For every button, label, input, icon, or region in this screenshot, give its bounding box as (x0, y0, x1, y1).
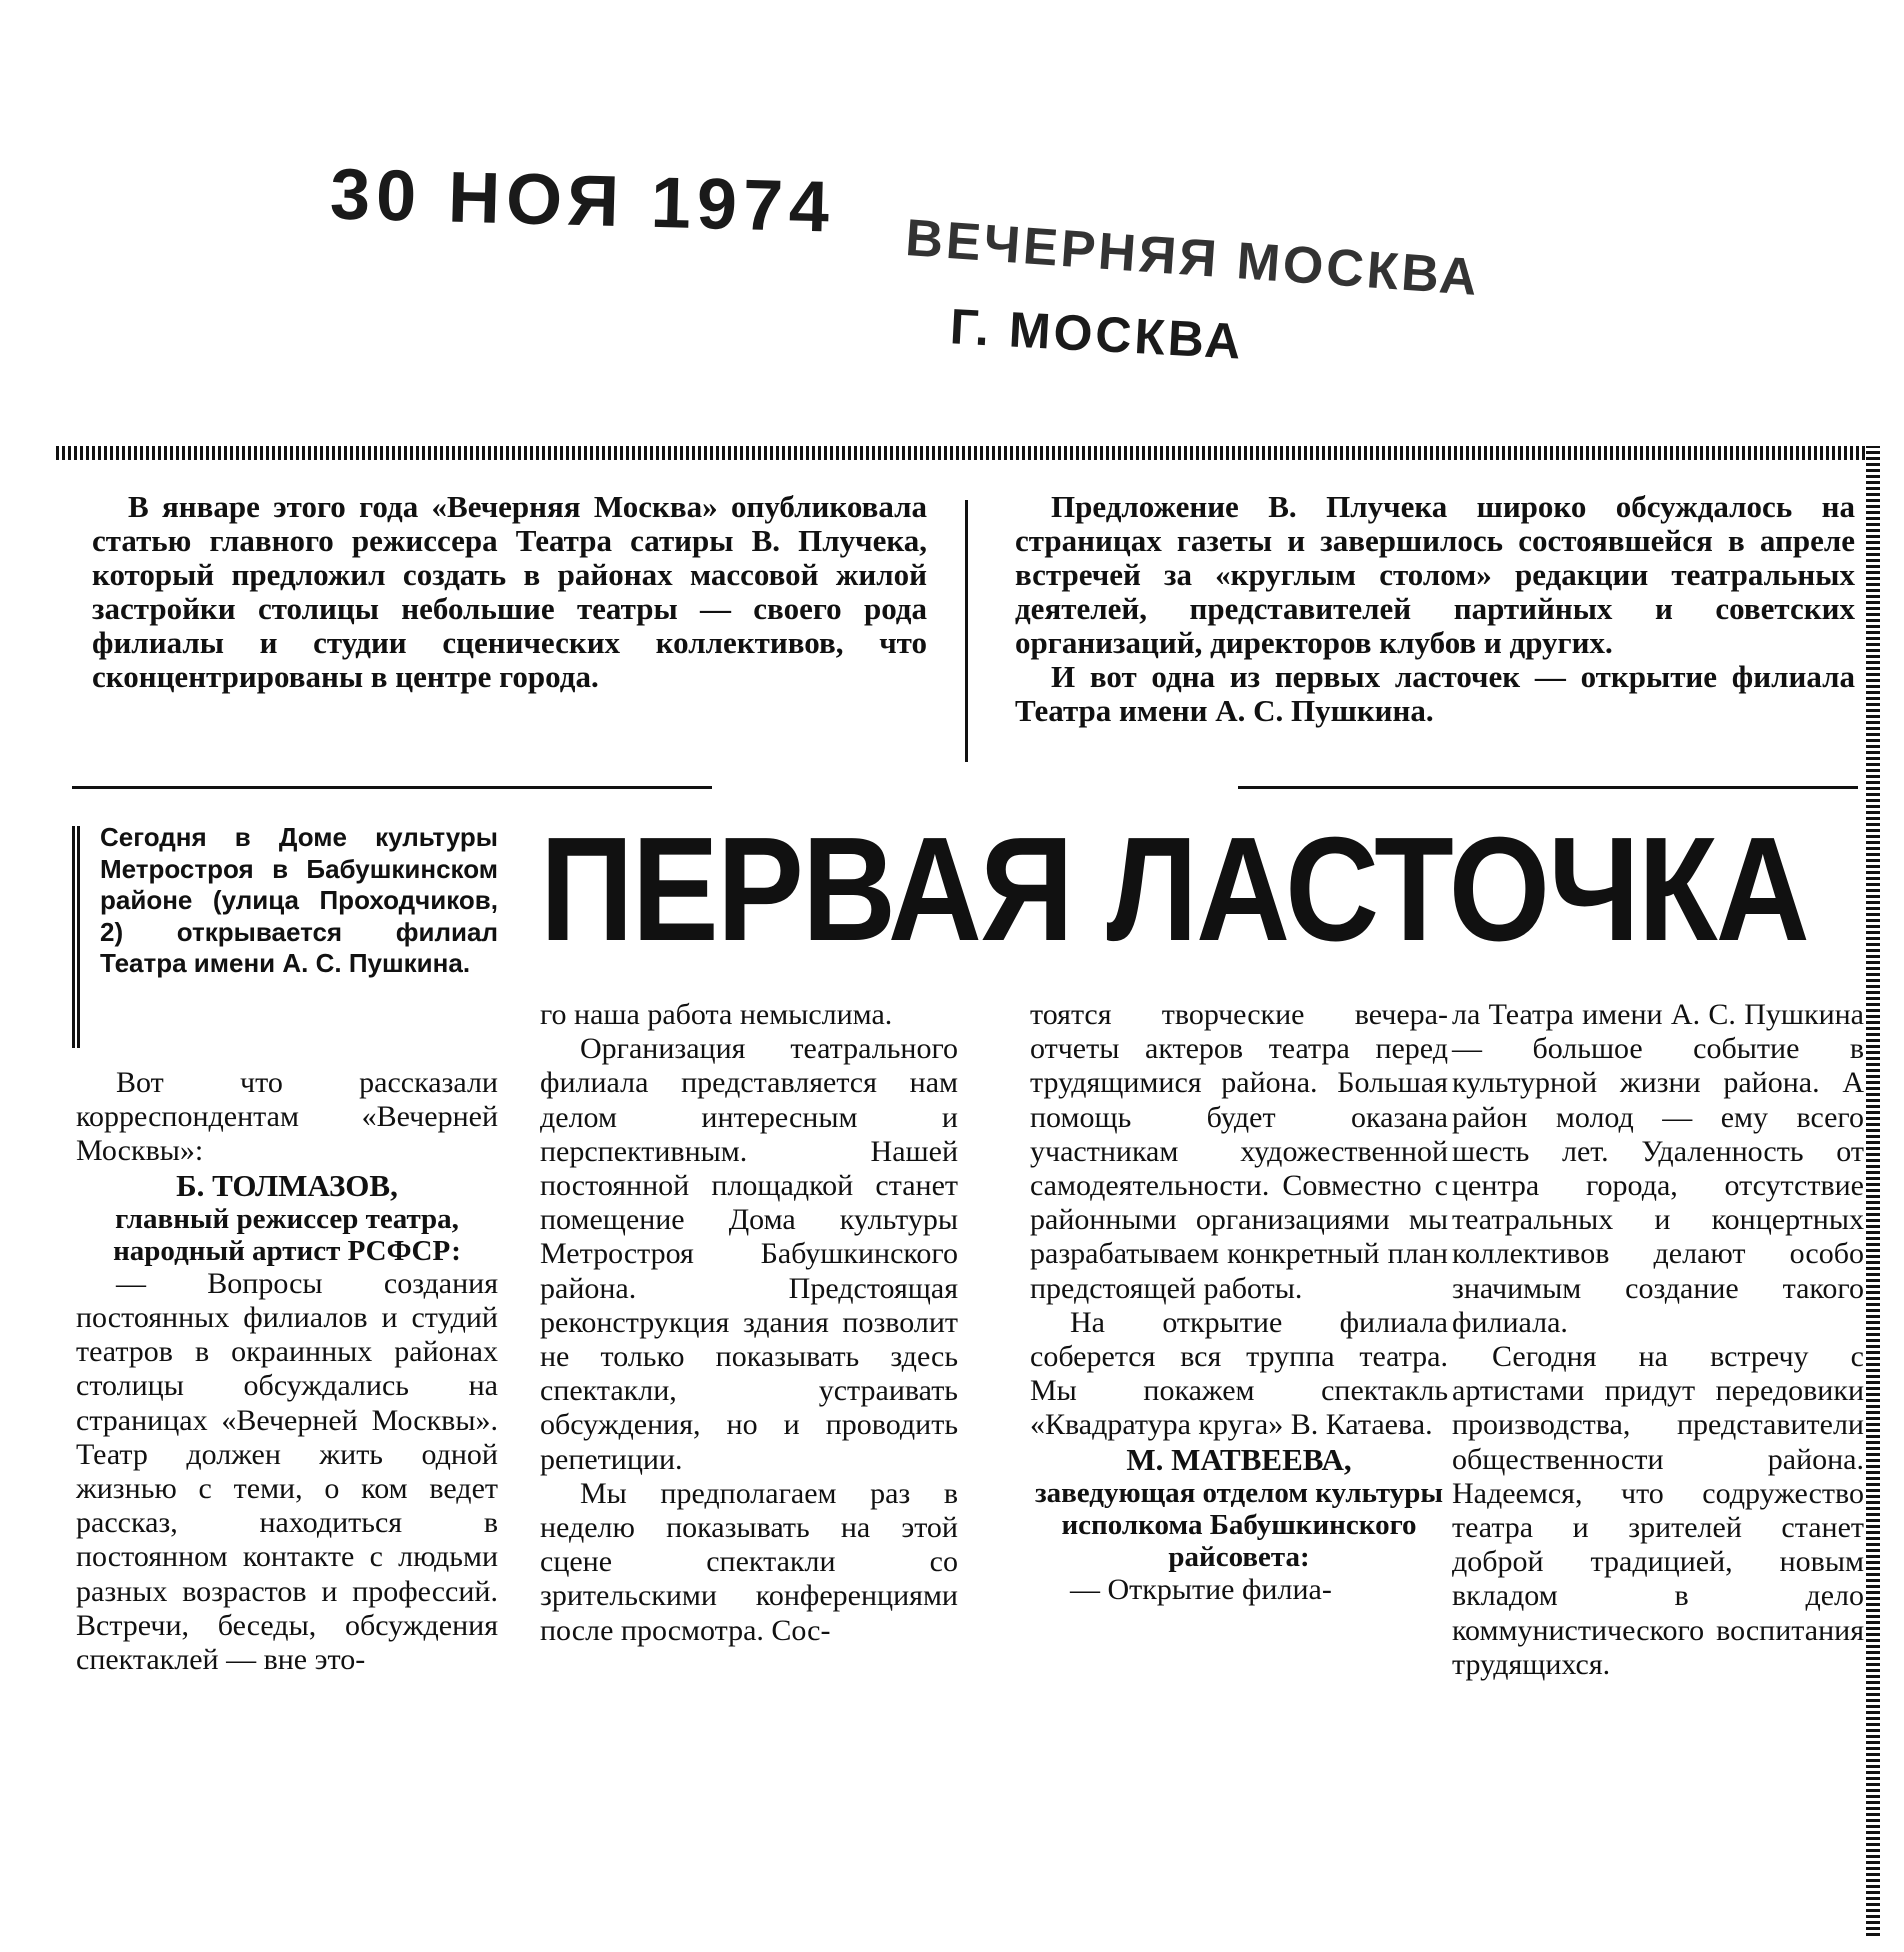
col3-paragraph-3: — Открытие филиа- (1070, 1572, 1332, 1606)
col4-paragraph-2: Сегодня на встречу с артистами придут передовики производства, представители общественности района. Надеемся, что содружество театра и зрителей станет доброй традицией, новым вкладом в дело коммунистического воспитания трудящихся. (1452, 1340, 1864, 1681)
column-4 (1452, 998, 1864, 1682)
column-2 (540, 998, 958, 1648)
clipping-border-right (1866, 446, 1880, 1936)
col3-paragraph-1: тоятся творческие вечера-отчеты актеров театра перед трудящимися района. Большая помощь будет оказана участникам художественной самодеятельности. Совместно с районными организациями мы разрабатываем конкретный план предстоящей работы. (1030, 998, 1448, 1305)
column-3 (1030, 998, 1448, 1607)
date-stamp: 30 НОЯ 1974 (329, 154, 837, 248)
intro-left-text: В январе этого года «Вечерняя Москва» опубликовала статью главного режиссера Театра сатиры В. Плучека, который предложил создать в районах массовой жилой застройки столицы небольшие театры — своего рода филиалы и студии сценических коллективов, что сконцентрированы в центре города. (92, 489, 927, 694)
author-name-tolmazov: Б. ТОЛМАЗОВ, (176, 1167, 398, 1203)
col2-paragraph-2: Организация театрального филиала представляется нам делом интересным и перспективным. Нашей постоянной площадкой станет помещение Дома культуры Метростроя Бабушкинского района. Предстоящая реконструкция здания позволит не только показывать здесь спектакли, устраивать обсуждения, но и проводить репетиции. (540, 1032, 958, 1476)
intro-right-text-1: Предложение В. Плучека широко обсуждалось на страницах газеты и завершилось состоявшейся в апреле встречей за «круглым столом» редакции театральных деятелей, представителей партийных и советских организаций, директоров клубов и других. (1015, 489, 1855, 660)
intro-right (1015, 490, 1855, 770)
intro-left (92, 490, 927, 770)
clipping-border-top (56, 446, 1880, 460)
intro-right-text-2: И вот одна из первых ласточек — открытие филиала Театра имени А. С. Пушкина. (1015, 659, 1855, 728)
column-1 (76, 1066, 498, 1677)
lead-bar (72, 826, 80, 1048)
col4-paragraph-1: ла Театра имени А. С. Пушкина — большое событие в культурной жизни района. А район молод — ему всего шесть лет. Удаленность от центра города, отсутствие театральных и концертных коллективов делают особо значимым создание такого филиала. (1452, 998, 1864, 1339)
col2-paragraph-3: Мы предполагаем раз в неделю показывать на этой сцене спектакли со зрительскими конференциями после просмотра. Сос- (540, 1476, 958, 1647)
col3-paragraph-2: На открытие филиала соберется вся труппа театра. Мы покажем спектакль «Квадратура круга» В. Катаева. (1030, 1305, 1448, 1442)
col1-paragraph-1: Вот что рассказали корреспондентам «Вечерней Москвы»: (76, 1066, 498, 1168)
author-name-matveeva: М. МАТВЕЕВА, (1126, 1441, 1352, 1477)
author-title-tolmazov: главный режиссер театра, народный артист РСФСР: (113, 1202, 461, 1267)
city-stamp: Г. МОСКВА (948, 298, 1246, 370)
headline: ПЕРВАЯ ЛАСТОЧКА (540, 807, 1809, 972)
col2-paragraph-1: го наша работа немыслима. (540, 998, 893, 1031)
newspaper-stamp: ВЕЧЕРНЯЯ МОСКВА (903, 208, 1482, 308)
intro-divider (965, 500, 968, 762)
lead-paragraph: Сегодня в Доме культуры Метростроя в Бабушкинском районе (улица Проходчиков, 2) открывается филиал Театра имени А. С. Пушкина. (100, 822, 498, 978)
intro-rule-left (72, 786, 712, 789)
col1-paragraph-2: — Вопросы создания постоянных филиалов и студий театров в окраинных районах столицы обсуждались на страницах «Вечерней Москвы». Театр должен жить одной жизнью с теми, о ком ведет рассказ, находиться в постоянном контакте с людьми разных возрастов и профессий. Встречи, беседы, обсуждения спектаклей — вне это- (76, 1266, 498, 1677)
intro-rule-right (1238, 786, 1858, 789)
author-title-matveeva: заведующая отделом культуры исполкома Бабушкинского райсовета: (1034, 1476, 1443, 1573)
